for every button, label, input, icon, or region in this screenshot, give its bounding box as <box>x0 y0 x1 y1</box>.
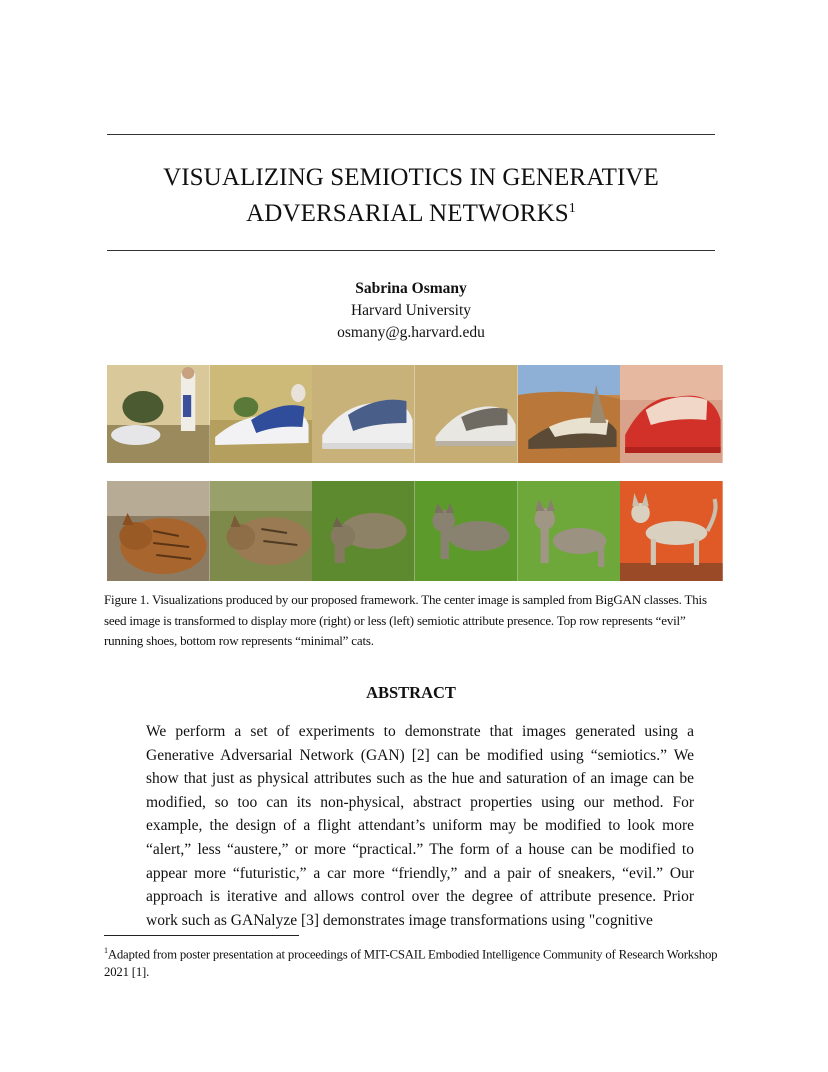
title-footnote-mark: 1 <box>568 201 576 216</box>
author-name: Sabrina Osmany <box>355 280 467 297</box>
shoe-image-4 <box>415 365 518 463</box>
figure-row-cats <box>107 481 723 581</box>
footnote <box>104 942 724 981</box>
title-line-1: VISUALIZING SEMIOTICS IN GENERATIVE <box>163 164 659 191</box>
author-block <box>107 278 715 344</box>
shoe-image-2 <box>210 365 313 463</box>
title-line-2: ADVERSARIAL NETWORKS <box>246 200 569 227</box>
shoe-image-6 <box>620 365 723 463</box>
figure-row-shoes <box>107 365 723 463</box>
author-affiliation: Harvard University <box>350 302 472 319</box>
abstract-text: We perform a set of experiments to demonstrate that images generated using a Generative Adversarial Network (GAN) [2] can be modified using “semiotics.” We show that just as physical attributes such as the hue and saturation of an image can be modified, so too can its non-physical, abstract properties using our method. For example, the design of a flight attendant’s uniform may be modified to look more “alert,” less “austere,” or more “practical.” The form of a house can be modified to appear more “futuristic,” a car more “friendly,” and a pair of sneakers, “evil.” Our approach is iterative and allows control over the degree of attribute presence. Prior work such as GANalyze [3] demonstrates image transformations using "cognitive <box>146 723 694 929</box>
title-rule-top <box>107 134 715 135</box>
cat-image-4 <box>415 481 518 581</box>
footnote-text: Adapted from poster presentation at proceedings of MIT-CSAIL Embodied Intelligence Community of Research Workshop 2021 [1]. <box>104 947 718 980</box>
cat-image-6 <box>620 481 723 581</box>
title-line-2-wrap <box>107 196 715 232</box>
author-email: osmany@g.harvard.edu <box>337 324 485 341</box>
figure-caption: Figure 1. Visualizations produced by our proposed framework. The center image is sampled from BigGAN classes. This seed image is transformed to display more (right) or less (left) semiotic attribute presence. Top row represents “evil” running shoes, bottom row represents “minimal” cats. <box>104 592 707 648</box>
title-rule-bottom <box>107 250 715 251</box>
paper-title <box>107 160 715 232</box>
shoe-image-5 <box>518 365 621 463</box>
cat-image-3 <box>312 481 415 581</box>
footnote-rule <box>104 935 299 936</box>
cat-image-1 <box>107 481 210 581</box>
footnote-mark: 1 <box>104 946 108 955</box>
shoe-image-3 <box>312 365 415 463</box>
cat-image-2 <box>210 481 313 581</box>
cat-image-5 <box>518 481 621 581</box>
shoe-image-1 <box>107 365 210 463</box>
abstract-heading: ABSTRACT <box>366 683 456 702</box>
